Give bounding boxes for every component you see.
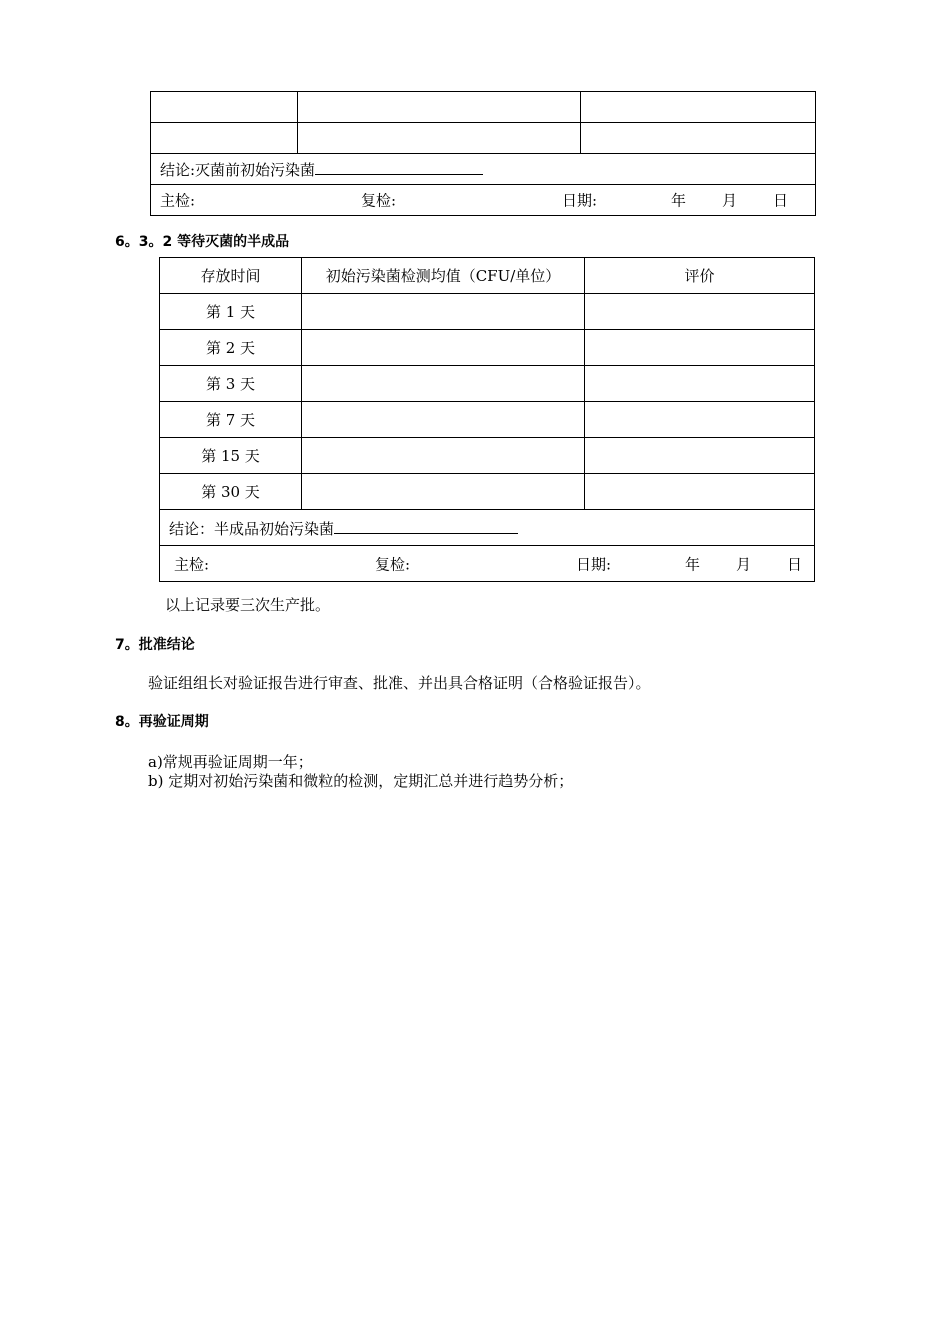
table-cell (302, 294, 585, 330)
table-row (160, 330, 815, 366)
table-cell (585, 402, 815, 438)
table-cell (298, 92, 581, 123)
table-cell (302, 330, 585, 366)
header-bioburden-mean: 初始污染菌检测均值（CFU/单位） (302, 258, 585, 294)
year-label: 年 (671, 191, 687, 210)
month-label: 月 (722, 191, 738, 210)
table-row (160, 366, 815, 402)
day-label: 日 (773, 191, 789, 210)
section-7-heading: 7。批准结论 (115, 637, 195, 653)
day-label: 日 (787, 555, 803, 573)
table-cell (302, 366, 585, 402)
reviewer-label: 复检: (375, 555, 411, 573)
inspector-label: 主检: (174, 555, 210, 573)
revalidation-item-a: a)常规再验证周期一年； (148, 753, 313, 771)
table-cell (585, 330, 815, 366)
table-cell (585, 294, 815, 330)
table-cell (302, 474, 585, 510)
section-6-3-2-heading: 6。3。2 等待灭菌的半成品 (115, 234, 290, 250)
table-cell (151, 123, 298, 154)
conclusion-cell (160, 510, 815, 546)
table-row (160, 438, 815, 474)
row-day-label: 第 1 天 (160, 294, 302, 330)
table-cell (302, 402, 585, 438)
inspector-label: 主检: (160, 191, 196, 210)
table-cell (585, 474, 815, 510)
row-day-label: 第 3 天 (160, 366, 302, 402)
conclusion-blank (315, 158, 483, 175)
signature-cell (151, 185, 816, 216)
table-cell (302, 438, 585, 474)
table-cell (581, 92, 816, 123)
header-evaluation: 评价 (585, 258, 815, 294)
signature-row (160, 546, 815, 582)
row-day-label: 第 15 天 (160, 438, 302, 474)
conclusion-row (160, 510, 815, 546)
conclusion-cell (151, 154, 816, 185)
row-day-label: 第 2 天 (160, 330, 302, 366)
conclusion-label: 结论：半成品初始污染菌 (169, 519, 335, 538)
table-row (151, 92, 816, 123)
reviewer-label: 复检: (361, 191, 397, 210)
section-8-heading: 8。再验证周期 (115, 714, 209, 730)
table-row (160, 402, 815, 438)
table-row (151, 123, 816, 154)
semi-finished-product-table (159, 257, 815, 582)
table-cell (585, 366, 815, 402)
sterilization-record-table (150, 91, 816, 216)
revalidation-item-b: b) 定期对初始污染菌和微粒的检测，定期汇总并进行趋势分析； (148, 772, 574, 790)
row-day-label: 第 30 天 (160, 474, 302, 510)
signature-cell (160, 546, 815, 582)
date-label: 日期: (562, 191, 598, 210)
date-label: 日期: (576, 555, 612, 573)
conclusion-label: 结论:灭菌前初始污染菌 (160, 161, 316, 179)
row-day-label: 第 7 天 (160, 402, 302, 438)
table-header-row (160, 258, 815, 294)
table-cell (151, 92, 298, 123)
table-row (160, 474, 815, 510)
table-cell (581, 123, 816, 154)
conclusion-blank (334, 517, 518, 534)
header-storage-time: 存放时间 (160, 258, 302, 294)
batch-note: 以上记录要三次生产批。 (165, 596, 331, 614)
month-label: 月 (736, 555, 752, 573)
table-row (160, 294, 815, 330)
table-cell (298, 123, 581, 154)
approval-text: 验证组组长对验证报告进行审查、批准、并出具合格证明（合格验证报告）。 (148, 674, 651, 692)
year-label: 年 (685, 555, 701, 573)
signature-row (151, 185, 816, 216)
conclusion-row (151, 154, 816, 185)
table-cell (585, 438, 815, 474)
